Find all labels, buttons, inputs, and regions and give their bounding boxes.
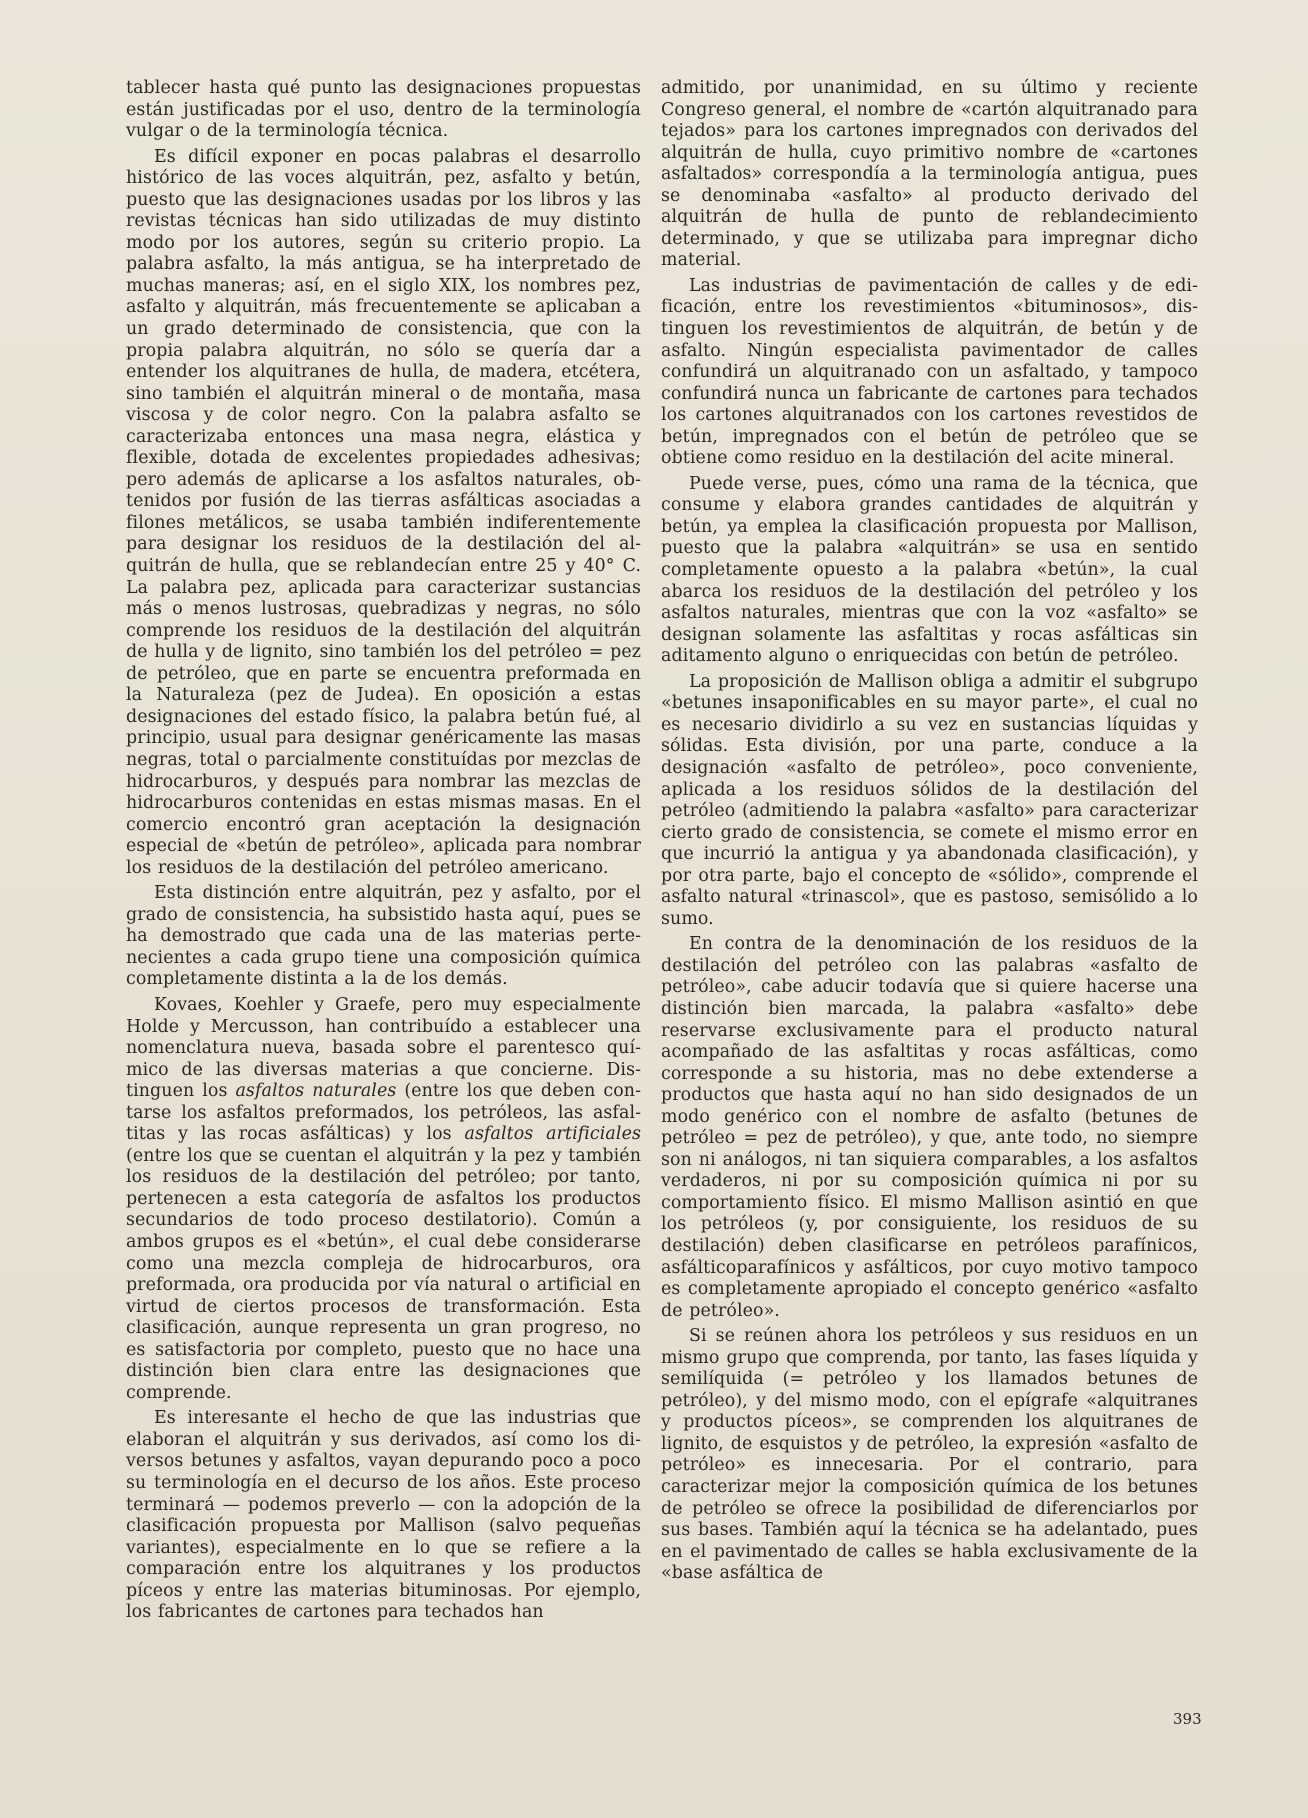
paragraph: La proposición de Mallison obliga a admitir el subgrupo «betunes insaponificables en su mayor parte», el cual no es necesario dividirlo a su vez en sustancias líquidas y sólidas. Esta división, por una parte, conduce a la designación «asfalto de petróleo», poco conveniente, aplicada a los residuos sólidos de la destilación del petróleo (admitiendo la palabra «asfalto» para caracterizar cierto grado de consistencia, se comete el mismo error en que incurrió la antigua y ya abandonada clasificación), y por otra parte, bajo el concepto de «sólido», comprende el asfalto natural «trinascol», que es pastoso, semisólido a lo sumo.: [661, 671, 1198, 929]
text-run: Kovaes, Koehler y Graefe, pero muy especialmente Holde y Mercusson, han contribuído a establecer una nomenclatura nueva, basada sobre el parentesco químico de las diversas materias a que concierne. Distinguen los: [126, 994, 641, 1102]
text-run: (entre los que se cuentan el alquitrán y la pez y también los residuos de la destilación del petróleo; por tanto, pertenecen a esta categoría de asfaltos los productos secundarios de todo proceso destilatorio). Común a ambos grupos es el «betún», el cual debe considerarse como una mezcla compleja de hidrocarburos, ora preformada, ora producida por vía natural o artificial en virtud de ciertos procesos de transformación. Esta clasificación, aunque representa un gran progreso, no es satisfactoria por completo, puesto que no hace una distinción bien clara entre las designaciones que comprende.: [126, 1145, 641, 1403]
paragraph: tablecer hasta qué punto las designaciones propuestas están justificadas por el uso, dentro de la terminología vulgar o de la terminología técnica.: [126, 78, 641, 142]
paragraph: Si se reúnen ahora los petróleos y sus residuos en un mismo grupo que comprenda, por tanto, las fases líquida y semilíquida (= petróleo y los llamados betunes de petróleo), y del mismo modo, con el epígrafe «alquitranes y productos píceos», se comprenden los alquitranes de lignito, de esquistos y de petróleo, la expresión «asfalto de petróleo» es innecesaria. Por el contrario, para caracterizar mejor la composición química de los betunes de petróleo se ofrece la posibilidad de diferenciarlos por sus bases. También aquí la técnica se ha adelantado, pues en el pavimentado de calles se habla exclusivamente de la «base asfáltica de: [661, 1326, 1198, 1584]
paragraph: Las industrias de pavimentación de calles y de edificación, entre los revestimientos «bituminosos», distinguen los revestimientos de alquitrán, de betún y de asfalto. Ningún especialista pavimentador de calles confundirá un alquitranado con un asfaltado, y tampoco confundirá nunca un fabricante de cartones para techados los cartones alquitranados con los cartones revestidos de betún, impregnados con el betún de petróleo que se obtiene como residuo en la destilación del acite mineral.: [661, 275, 1198, 469]
paragraph: Es difícil exponer en pocas palabras el desarrollo histórico de las voces alquitrán, pez, asfalto y betún, puesto que las designaciones usadas por los libros y las revistas técnicas han sido utilizadas de muy distinto modo por los autores, según su criterio propio. La palabra asfalto, la más antigua, se ha interpretado de muchas maneras; así, en el siglo XIX, los nombres pez, asfalto y alquitrán, más frecuentemente se aplicaban a un grado determinado de consistencia, que con la propia palabra alquitrán, no sólo se quería dar a entender los alquitranes de hulla, de madera, etcétera, sino también el alquitrán mineral o de montaña, masa viscosa y de color negro. Con la palabra asfalto se caracterizaba entonces una masa negra, elástica y flexible, dotada de excelentes propiedades adhesivas; pero además de aplicarse a los asfaltos naturales, obtenidos por fusión de las tierras asfálticas asociadas a filones metálicos, se usaba también indiferentemente para designar los residuos de la destilación del alquitrán de hulla, que se reblandecían entre 25 y 40° C. La palabra pez, aplicada para caracterizar sustancias más o menos lustrosas, quebradizas y negras, no sólo comprende los residuos de la destilación del alquitrán de hulla y de lignito, sino también los del petróleo = pez de petróleo, que en parte se encuentra preformada en la Naturaleza (pez de Judea). En oposición a estas designaciones del estado físico, la palabra betún fué, al principio, usual para designar genéricamente las masas negras, total o parcialmente constituídas por mezclas de hidrocarburos, y después para nombrar las mezclas de hidrocarburos contenidas en estas mismas masas. En el comercio encontró gran aceptación la designación especial de «betún de petróleo», aplicada para nombrar los residuos de la destilación del petróleo americano.: [126, 146, 641, 878]
paragraph: Es interesante el hecho de que las industrias que elaboran el alquitrán y sus derivados, así como los diversos betunes y asfaltos, vayan depurando poco a poco su terminología en el decurso de los años. Este proceso terminará — podemos preverlo — con la adopción de la clasificación propuesta por Mallison (salvo pequeñas variantes), especialmente en lo que se refiere a la comparación entre los alquitranes y los productos píceos y entre las materias bituminosas. Por ejemplo, los fabricantes de cartones para techados han: [126, 1408, 641, 1623]
page-number: 393: [1173, 1710, 1202, 1728]
left-column: [126, 78, 641, 1624]
right-column: [661, 78, 1198, 1585]
text-run: (entre los que deben contarse los asfaltos preformados, los petróleos, las asfaltitas y las rocas asfálticas) y los: [126, 1081, 641, 1145]
paragraph: admitido, por unanimidad, en su último y reciente Congreso general, el nombre de «cartón alquitranado para tejados» para los cartones impregnados con derivados del alquitrán de hulla, cuyo primitivo nombre de «cartones asfaltados» correspondía a la terminología antigua, pues se denominaba «asfalto» al producto derivado del alquitrán de hulla de punto de reblandecimiento determinado, y que se utilizaba para impregnar dicho material.: [661, 78, 1198, 271]
paragraph: Puede verse, pues, cómo una rama de la técnica, que consume y elabora grandes cantidades de alquitrán y betún, ya emplea la clasificación propuesta por Mallison, puesto que la palabra «alquitrán» se usa en sentido completamente opuesto a la palabra «betún», la cual abarca los residuos de la destilación del petróleo y los asfaltos naturales, mientras que con la voz «asfalto» se designan solamente las asfaltitas y rocas asfálticas sin aditamento alguno o enriquecidas con betún de petróleo.: [661, 473, 1198, 667]
italic-term: asfaltos naturales: [235, 1081, 397, 1102]
paragraph: Esta distinción entre alquitrán, pez y asfalto, por el grado de consistencia, ha subsistido hasta aquí, pues se ha demostrado que cada una de las materias pertenecientes a cada grupo tiene una composición química completamente distinta a la de los demás.: [126, 883, 641, 990]
italic-term: asfaltos artificiales: [464, 1124, 641, 1145]
paragraph-with-italics: [126, 995, 641, 1404]
paragraph: En contra de la denominación de los residuos de la destilación del petróleo con las palabras «asfalto de petróleo», cabe aducir todavía que si quiere hacerse una distinción bien marcada, la palabra «asfalto» debe reservarse exclusivamente para el producto natural acompañado de las asfaltitas y rocas asfálticas, como corresponde a su historia, mas no debe extenderse a productos que hasta aquí no han sido designados de un modo genérico con el nombre de asfalto (betunes de petróleo = pez de petróleo), y que, ante todo, no siempre son ni análogos, ni tan siquiera comparables, a los asfaltos verdaderos, ni por su composición química ni por su comportamiento físico. El mismo Mallison asintió en que los petróleos (y, por consiguiente, los residuos de su destilación) deben clasificarse en petróleos parafínicos, asfálticoparafínicos y asfálticos, por cuyo motivo tampoco es completamente apropiado el concepto genérico «asfalto de petróleo».: [661, 934, 1198, 1321]
